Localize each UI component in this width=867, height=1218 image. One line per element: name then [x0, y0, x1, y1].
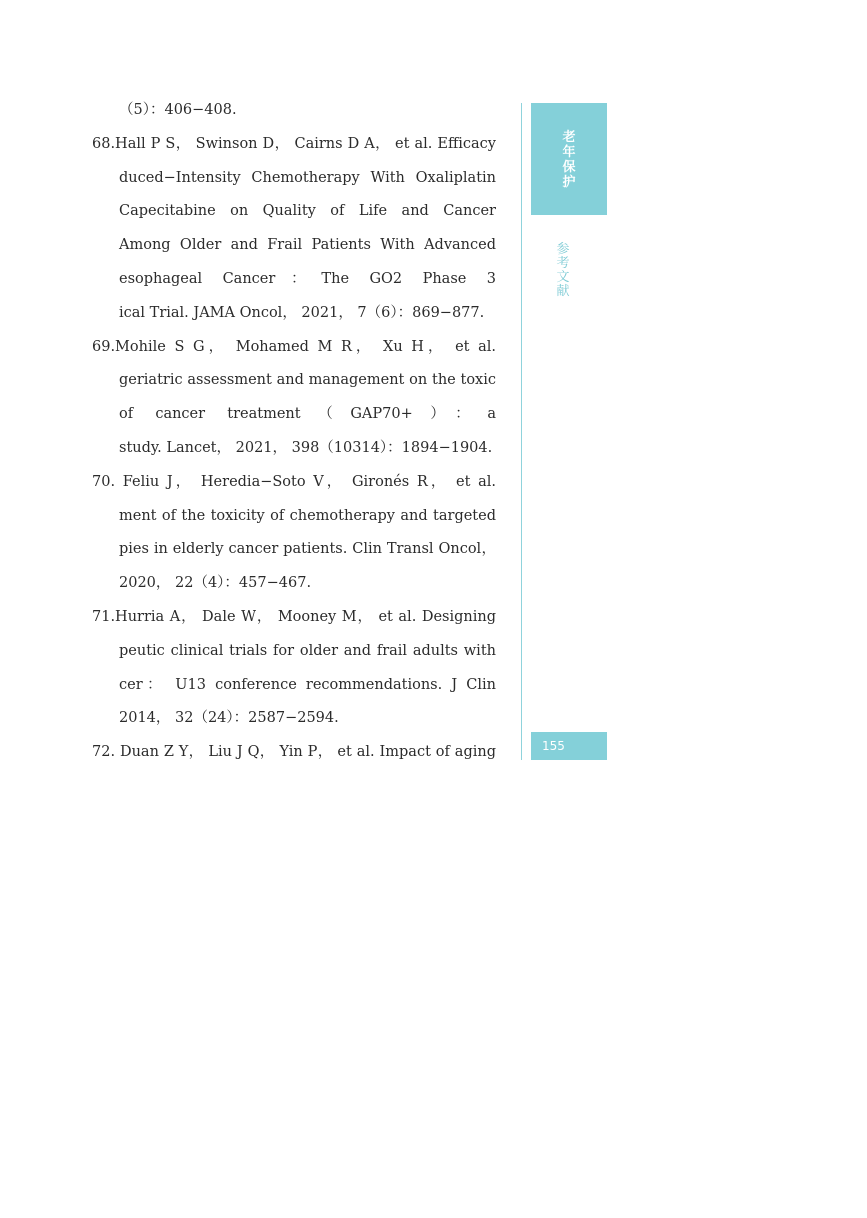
reference-line: 70. Feliu J， Heredia−Soto V， Gironés R， et al.: [92, 473, 496, 490]
reference-list: [92, 94, 496, 770]
reference-line: study. Lancet， 2021， 398（10314）：1894−1904.: [119, 439, 493, 456]
reference-line: 2014， 32（24）：2587−2594.: [119, 710, 339, 727]
reference-line: 71.Hurria A， Dale W， Mooney M， et al. Designing: [92, 608, 496, 625]
chapter-title-char: 年: [562, 145, 576, 160]
margin-divider: [521, 103, 522, 760]
section-title: [531, 243, 595, 299]
chapter-title-char: 护: [562, 175, 576, 190]
reference-line: of cancer treatment（GAP70+）：a: [119, 406, 496, 423]
reference-line: 69.Mohile S G， Mohamed M R， Xu H， et al.: [92, 338, 496, 355]
reference-line: 72. Duan Z Y， Liu J Q， Yin P， et al. Impact of aging: [92, 744, 496, 761]
reference-line: Capecitabine on Quality of Life and Cancer: [119, 203, 496, 220]
reference-line: ment of the toxicity of chemotherapy and targeted: [119, 507, 496, 524]
reference-line: 2020， 22（4）：457−467.: [119, 575, 312, 592]
reference-line: cer： U13 conference recommendations. J Clin: [119, 676, 496, 693]
page-number-box: [531, 732, 607, 760]
reference-line: （5）：406−408.: [119, 102, 237, 118]
chapter-title: [531, 130, 607, 190]
reference-line: Among Older and Frail Patients With Advanced: [119, 237, 496, 254]
section-title-char: 文: [556, 270, 570, 285]
reference-line: 68.Hall P S， Swinson D， Cairns D A， et al. Efficacy: [92, 135, 496, 152]
chapter-tab: [531, 103, 607, 215]
reference-line: pies in elderly cancer patients. Clin Transl Oncol，: [119, 541, 496, 558]
reference-line: duced−Intensity Chemotherapy With Oxaliplatin: [119, 169, 496, 186]
reference-line: peutic clinical trials for older and frail adults with: [119, 642, 496, 659]
chapter-title-char: 保: [562, 160, 576, 175]
section-title-char: 献: [556, 284, 570, 299]
section-title-char: 考: [556, 256, 570, 271]
reference-line: geriatric assessment and management on the toxic: [119, 372, 496, 389]
reference-line: ical Trial. JAMA Oncol， 2021， 7（6）：869−877.: [119, 304, 485, 321]
reference-line: esophageal Cancer：The GO2 Phase 3: [119, 270, 496, 287]
chapter-title-char: 老: [562, 130, 576, 145]
section-title-char: 参: [556, 242, 570, 257]
page-number: 155: [542, 739, 565, 753]
